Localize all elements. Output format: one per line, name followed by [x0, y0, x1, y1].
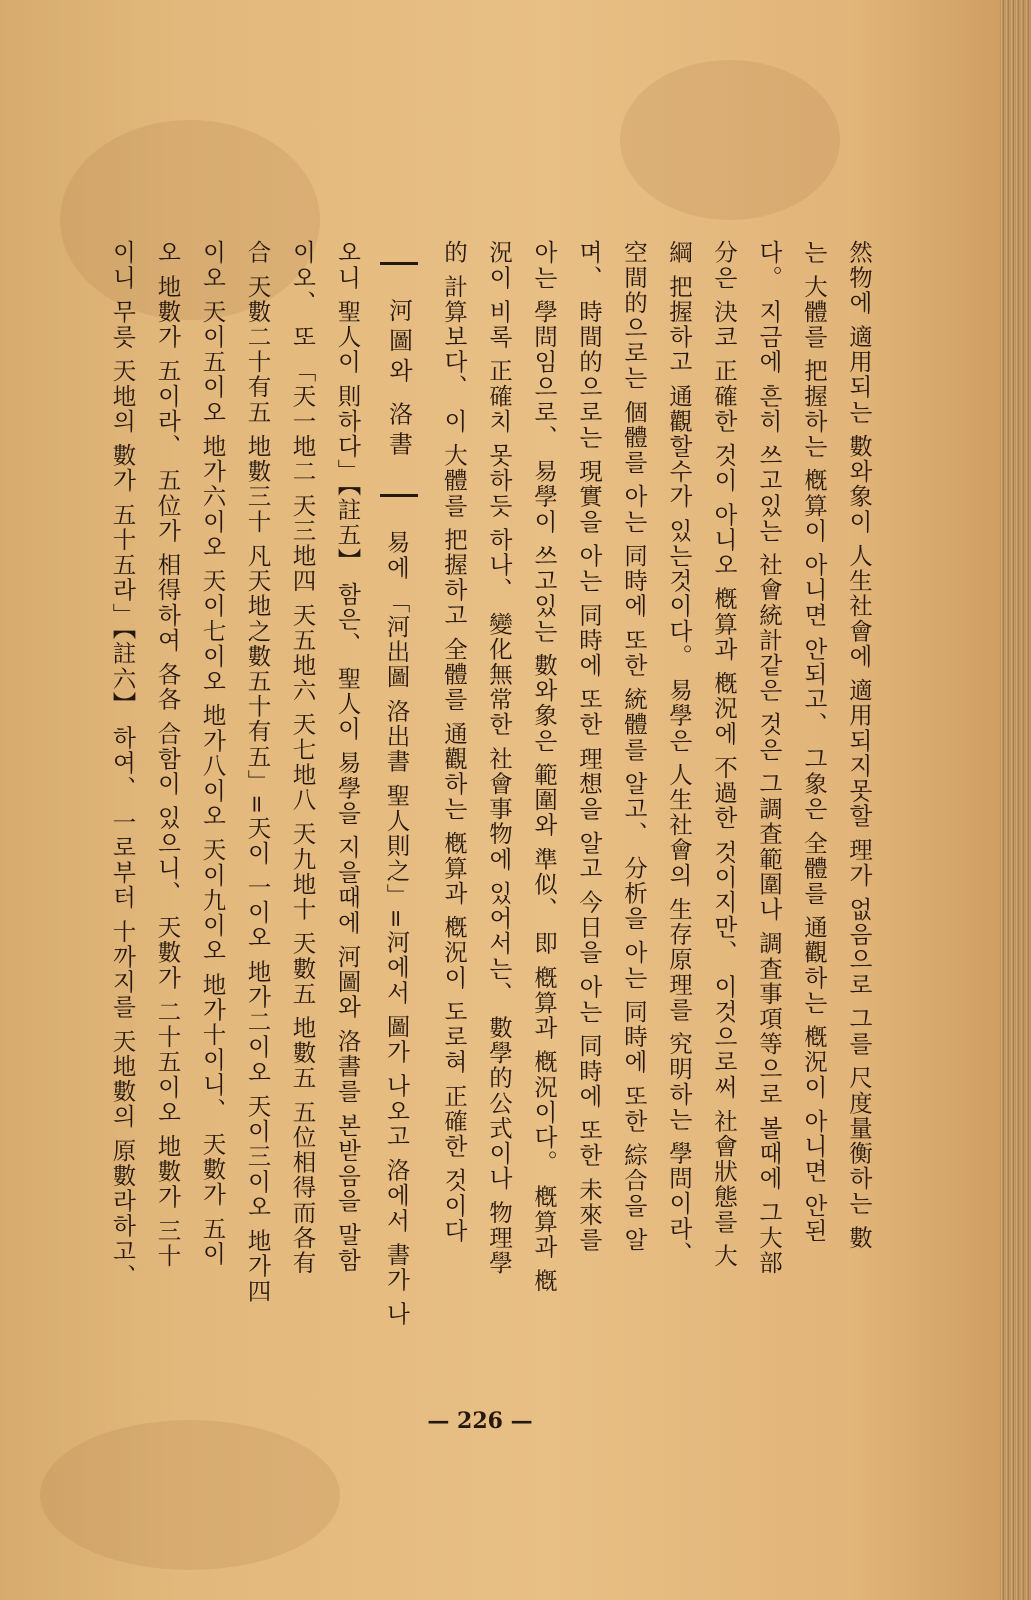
text-column-5: 綱 把握하고 通觀할수가 있는것이다。 易學은 人生社會의 生存原理를 究明하는 學問이라、 — [665, 240, 693, 1267]
page-edges — [1000, 0, 1031, 1600]
text-column-9: 況이 비록 正確치 못하듯 하나、 變化無常한 社會事物에 있어서는、 數學的公式이나 物理學 — [485, 240, 513, 1276]
text-column-1: 然物에 適用되는 數와象이 人生社會에 適用되지못할 理가 없음으로 그를 尺度量衡하는 數 — [845, 240, 873, 1251]
text-column-14: 合 天數二十有五 地數三十 凡天地之數五十有五」=天이 一이오 地가二이오 天이三이오 地가四 — [243, 240, 272, 1304]
heading-column-text: 易에 「河出圖 洛出書 聖人則之」=河에서 圖가 나오고 洛에서 書가 나 — [382, 530, 411, 1327]
text-column-7: 며、 時間的으로는 現實을 아는 同時에 또한 理想을 알고 今日을 아는 同時에 또한 未來를 — [575, 240, 603, 1253]
text-column-17: 이니 무릇 天地의 數가 五十五라」【註六】 하여、 一로부터 十까지를 天地數의 原數라하고、 — [108, 240, 137, 1289]
text-column-10: 的 計算보다、 이 大體를 把握하고 全體를 通觀하는 槪算과 槪況이 도로혀 正確한 것이다 — [440, 240, 468, 1244]
text-column-16: 오 地數가 五이라、 五位가 相得하여 各各 合함이 있으니、 天數가 二十五이오 地數가 三十 — [153, 240, 182, 1269]
paper-stain — [40, 1420, 340, 1570]
text-column-8: 아는 學問임으로、 易學이 쓰고있는 數와象은 範圍와 準似、 即 槪算과 槪況이다。 槪算과 槪 — [530, 240, 558, 1294]
text-column-15: 이오 天이五이오 地가六이오 天이七이오 地가八이오 天이九이오 地가十이니、 天數가 五이 — [198, 240, 227, 1267]
page-number: — 226 — — [427, 1408, 533, 1434]
section-heading: 河圖와 洛書 — [380, 262, 418, 497]
text-column-3: 다。 지금에 흔히 쓰고있는 社會統計같은 것은 그調査範圍나 調査事項等으로 볼때에 그大部 — [755, 240, 783, 1276]
text-column-4: 分은 決코 正確한 것이 아니오 槪算과 槪況에 不過한 것이지만、 이것으로써 社會狀態를 大 — [710, 240, 738, 1269]
text-column-6: 空間的으로는 個體를 아는 同時에 또한 統體를 알고、 分析을 아는 同時에 또한 綜合을 알 — [620, 240, 648, 1253]
vertical-text-body — [108, 240, 873, 1410]
text-column-2: 는 大體를 把握하는 槪算이 아니면 안되고、 그象은 全體를 通觀하는 槪況이 아니면 안된 — [800, 240, 828, 1244]
paper-stain — [620, 60, 840, 220]
text-column-13: 이오、 또 「天一地二 天三地四 天五地六 天七地八 天九地十 天數五 地數五 五位相得而各有 — [288, 240, 317, 1276]
text-column-12: 오니 聖人이 則하다」【註五】 함은、 聖人이 易學을 지을때에 河圖와 洛書를 본받음을 말함 — [333, 240, 362, 1273]
section-heading-column — [380, 240, 420, 1410]
